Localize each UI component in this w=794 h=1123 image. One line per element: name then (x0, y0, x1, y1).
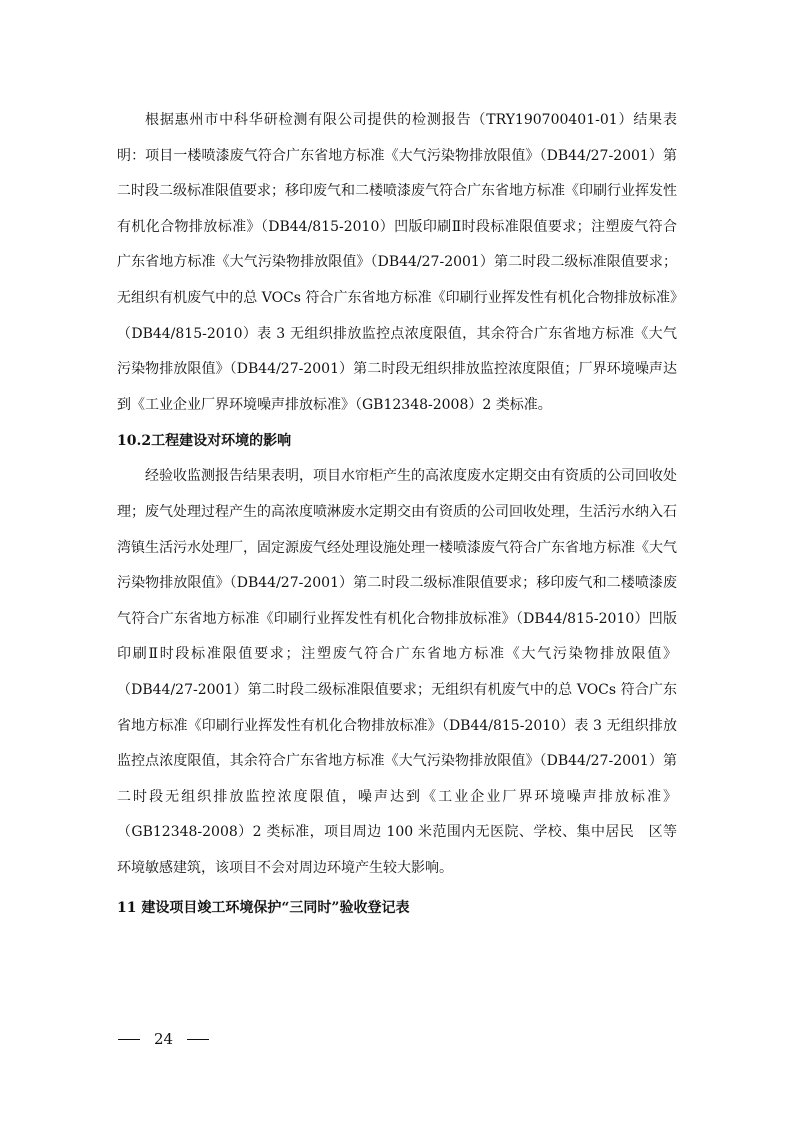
section-heading-11: 11 建设项目竣工环境保护“三同时”验收登记表 (117, 900, 410, 917)
page-footer (118, 1030, 209, 1048)
footer-dash-right (187, 1039, 209, 1040)
section-heading-10-2: 10.2工程建设对环境的影响 (117, 433, 292, 450)
page-number: 24 (154, 1030, 174, 1048)
environmental-impact-paragraph: 经验收监测报告结果表明，项目水帘柜产生的高浓度废水定期交由有资质的公司回收处理；废气处理过程产生的高浓度喷淋废水定期交由有资质的公司回收处理，生活污水纳入石湾镇生活污水处理厂，固定源废气经处理设施处理一楼喷漆废气符合广东省地方标准《大气污染物排放限值》（DB44/27-2001）第二时段二级标准限值要求；移印废气和二楼喷漆废气符合广东省地方标准《印刷行业挥发性有机化合物排放标准》（DB44/815-2010）凹版印刷Ⅱ时段标准限值要求；注塑废气符合广东省地方标准《大气污染物排放限值》（DB44/27-2001）第二时段二级标准限值要求；无组织有机废气中的总 VOCs 符合广东省地方标准《印刷行业挥发性有机化合物排放标准》（DB44/815-2010）表 3 无组织排放监控点浓度限值，其余符合广东省地方标准《大气污染物排放限值》（DB44/27-2001）第二时段无组织排放监控浓度限值，噪声达到《工业企业厂界环境噪声排放标准》（GB12348-2008）2 类标准，项目周边 100 米范围内无医院、学校、集中居民 区等环境敏感建筑，该项目不会对周边环境产生较大影响。 (117, 468, 677, 876)
document-body (117, 103, 677, 926)
footer-dash-left (118, 1039, 140, 1040)
conclusion-paragraph: 根据惠州市中科华研检测有限公司提供的检测报告（TRY190700401-01）结果表明：项目一楼喷漆废气符合广东省地方标准《大气污染物排放限值》（DB44/27-2001）第二时段二级标准限值要求；移印废气和二楼喷漆废气符合广东省地方标准《印刷行业挥发性有机化合物排放标准》（DB44/815-2010）凹版印刷Ⅱ时段标准限值要求；注塑废气符合广东省地方标准《大气污染物排放限值》（DB44/27-2001）第二时段二级标准限值要求；无组织有机废气中的总 VOCs 符合广东省地方标准《印刷行业挥发性有机化合物排放标准》（DB44/815-2010）表 3 无组织排放监控点浓度限值，其余符合广东省地方标准《大气污染物排放限值》（DB44/27-2001）第二时段无组织排放监控浓度限值；厂界环境噪声达到《工业企业厂界环境噪声排放标准》（GB12348-2008）2 类标准。 (117, 112, 677, 413)
